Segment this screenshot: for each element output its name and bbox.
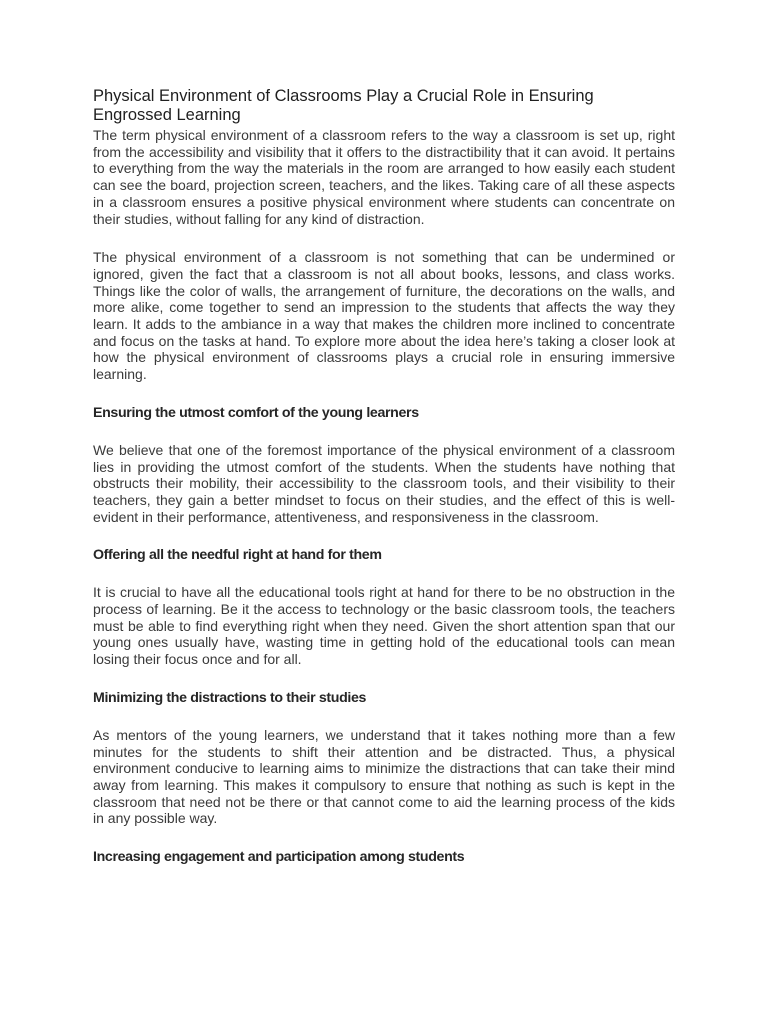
intro-paragraph-1: The term physical environment of a classroom refers to the way a classroom is set up, right from the accessibility and visibility that it offers to the distractibility that it can avoid. It pertains to everything from the way the materials in the room are arranged to how easily each student can see the board, projection screen, teachers, and the likes. Taking care of all these aspects in a classroom ensures a positive physical environment where students can concentrate on their studies, without falling for any kind of distraction.: [93, 127, 675, 227]
section-heading-engagement: Increasing engagement and participation among students: [93, 849, 465, 866]
section-body-distractions: As mentors of the young learners, we understand that it takes nothing more than a few minutes for the students to shift their attention and be distracted. Thus, a physical environment conducive to learning aims to minimize the distractions that can take their mind away from learning. This makes it compulsory to ensure that nothing as such is kept in the classroom that need not be there or that cannot come to aid the learning process of the kids in any possible way.: [93, 726, 675, 827]
section-body-comfort: We believe that one of the foremost importance of the physical environment of a classroom lies in providing the utmost comfort of the students. When the students have nothing that obstructs their mobility, their accessibility to the classroom tools, and their visibility to their teachers, they gain a better mindset to focus on their studies, and the effect of this is well-evident in their performance, attentiveness, and responsiveness in the classroom.: [93, 441, 675, 525]
document-page: [93, 87, 675, 886]
page-title: Physical Environment of Classrooms Play a Crucial Role in Ensuring Engrossed Learning: [93, 87, 594, 124]
section-heading-comfort: Ensuring the utmost comfort of the young learners: [93, 404, 419, 421]
section-body-tools: It is crucial to have all the educational tools right at hand for there to be no obstruction in the process of learning. Be it the access to technology or the basic classroom tools, the teachers must be able to find everything right when they need. Given the short attention span that our young ones usually have, wasting time in getting hold of the educational tools can mean losing their focus once and for all.: [93, 584, 675, 668]
section-heading-distractions: Minimizing the distractions to their studies: [93, 689, 367, 706]
intro-paragraph-2: The physical environment of a classroom is not something that can be undermined or ignored, given the fact that a classroom is not all about books, lessons, and class works. Things like the color of walls, the arrangement of furniture, the decorations on the walls, and more alike, come together to send an impression to the students that affects the way they learn. It adds to the ambiance in a way that makes the children more inclined to concentrate and focus on the tasks at hand. To explore more about the idea here’s taking a closer look at how the physical environment of classrooms plays a crucial role in ensuring immersive learning.: [93, 249, 675, 383]
section-heading-tools: Offering all the needful right at hand for them: [93, 547, 382, 564]
